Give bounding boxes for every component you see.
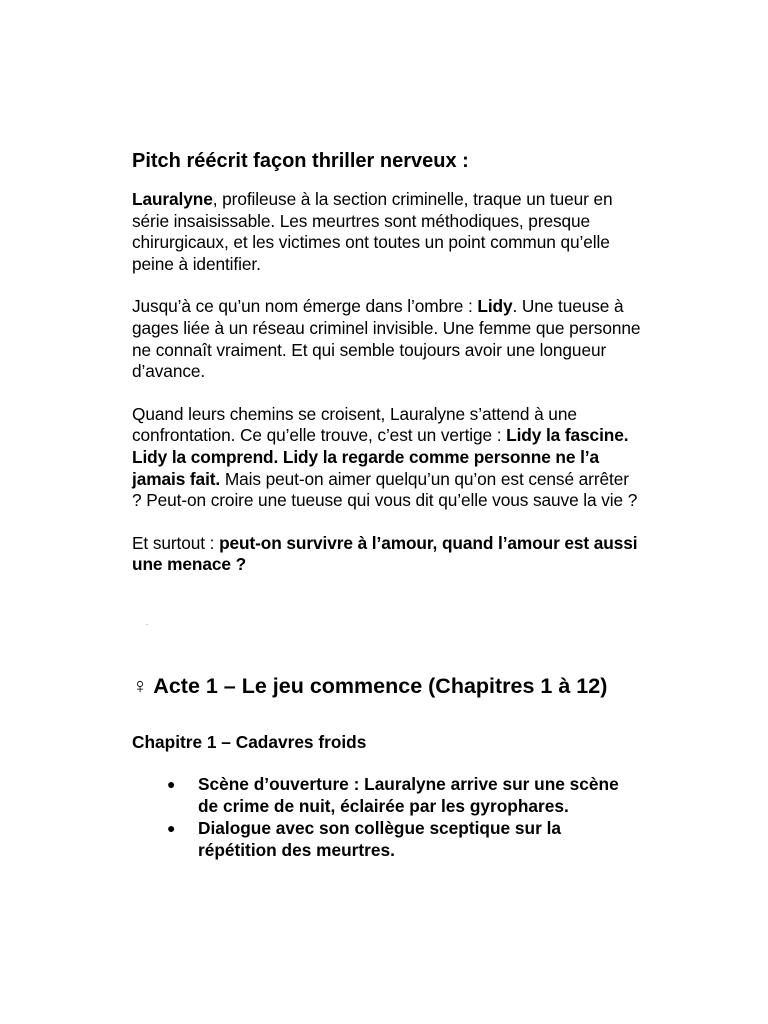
list-item: [164, 773, 634, 817]
paragraph-4-text-before: Et surtout :: [132, 532, 220, 553]
paragraph-3-text-before: Quand leurs chemins se croisent, Lauralyne s’attend à une confrontation. Ce qu’elle trouve, c’est un vertige :: [132, 403, 577, 446]
list-item-text: Dialogue avec son collègue sceptique sur la répétition des meurtres.: [198, 818, 562, 860]
bullet-icon: ●: [167, 820, 176, 836]
pitch-paragraph-2: [132, 296, 642, 382]
pitch-paragraph-4: [132, 533, 642, 576]
list-item-text: Scène d’ouverture : Lauralyne arrive sur une scène de crime de nuit, éclairée par les gyrophares.: [198, 774, 619, 816]
paragraph-1-text: , profileuse à la section criminelle, traque un tueur en série insaisissable. Les meurtres sont méthodiques, presque chirurgicaux, et les victimes ont toutes un point commun qu’elle peine à identifier.: [132, 189, 613, 274]
paragraph-3-text-after: Mais peut-on aimer quelqu’un qu’on est censé arrêter ? Peut-on croire une tueuse qui vous dit qu’elle vous sauve la vie ?: [132, 468, 638, 511]
character-name-lauralyne: Lauralyne: [132, 189, 213, 209]
paragraph-3-bold: Lidy la fascine. Lidy la comprend. Lidy la regarde comme personne ne l’a jamais fait.: [132, 425, 629, 489]
chapter-1-title: Chapitre 1 – Cadavres froids: [132, 732, 367, 752]
pitch-heading: Pitch réécrit façon thriller nerveux :: [132, 150, 469, 172]
act-1-title: ♀ Acte 1 – Le jeu commence (Chapitres 1 à 12): [132, 674, 608, 698]
list-item: [164, 817, 634, 861]
paragraph-4-bold: peut-on survivre à l’amour, quand l’amour est aussi une menace ?: [132, 532, 638, 575]
pitch-paragraph-1: [132, 189, 642, 275]
paragraph-2-text-before: Jusqu’à ce qu’un nom émerge dans l’ombre :: [132, 296, 478, 317]
stray-mark: [146, 624, 148, 625]
bullet-icon: ●: [167, 776, 176, 792]
chapter-1-bullet-list: [164, 773, 634, 861]
character-name-lidy: Lidy: [477, 296, 513, 317]
pitch-paragraph-3: [132, 404, 642, 512]
paragraph-2-text-after: . Une tueuse à gages liée à un réseau criminel invisible. Une femme que personne ne connaît vraiment. Et qui semble toujours avoir une longueur d’avance.: [132, 296, 641, 382]
pitch-section: [132, 148, 642, 597]
